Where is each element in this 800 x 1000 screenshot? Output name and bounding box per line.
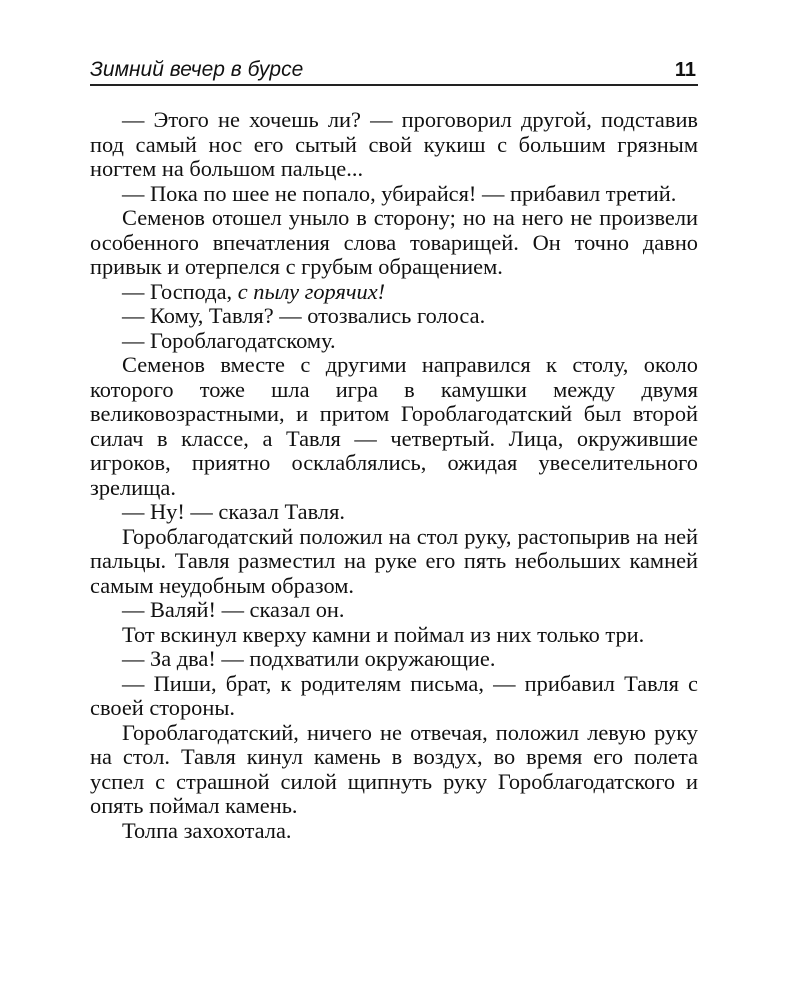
paragraph: — За два! — подхватили окружающие. <box>122 646 496 671</box>
paragraph: Гороблагодатский положил на стол руку, растопырив на ней пальцы. Тавля разместил на руке его пять небольших камней самым неудобным образом. <box>90 523 698 598</box>
italic-phrase: с пылу горячих! <box>237 278 386 304</box>
running-header <box>90 58 698 86</box>
paragraph: — Кому, Тавля? — отозвались голоса. <box>122 303 486 328</box>
paragraph: — Этого не хочешь ли? — проговорил другой, подставив под самый нос его сытый свой кукиш с большим грязным ногтем на большом пальце... <box>90 107 698 181</box>
body-text <box>90 108 698 843</box>
running-title: Зимний вечер в бурсе <box>90 58 304 81</box>
paragraph: — Гороблагодатскому. <box>122 327 336 353</box>
paragraph: — Пока по шее не попало, убирайся! — прибавил третий. <box>122 180 677 206</box>
paragraph: — Валяй! — сказал он. <box>122 597 345 622</box>
paragraph: Тот вскинул кверху камни и поймал из них только три. <box>122 621 645 647</box>
page-number: 11 <box>674 59 696 81</box>
paragraph: Толпа захохотала. <box>122 817 292 843</box>
paragraph: — Пиши, брат, к родителям письма, — прибавил Тавля с своей стороны. <box>90 670 698 720</box>
paragraph: Семенов отошел уныло в сторону; но на него не произвели особенного впечатления слова товарищей. Он точно давно привык и отерпелся с грубым обращением. <box>90 205 698 279</box>
paragraph: Гороблагодатский, ничего не отвечая, положил левую руку на стол. Тавля кинул камень в воздух, во время его полета успел с страшной силой щипнуть руку Гороблагодатского и опять поймал камень. <box>90 719 698 818</box>
paragraph: Семенов вместе с другими направился к столу, около которого тоже шла игра в камушки между двумя великовозрастными, и притом Гороблагодатский был второй силач в классе, а Тавля — четвертый. Лица, окружившие игроков, приятно осклаблялись, ожидая увеселительного зрелища. <box>90 352 698 500</box>
paragraph-text: — Господа, <box>122 278 238 304</box>
paragraph: — Ну! — сказал Тавля. <box>122 499 345 524</box>
paragraph <box>90 280 698 305</box>
